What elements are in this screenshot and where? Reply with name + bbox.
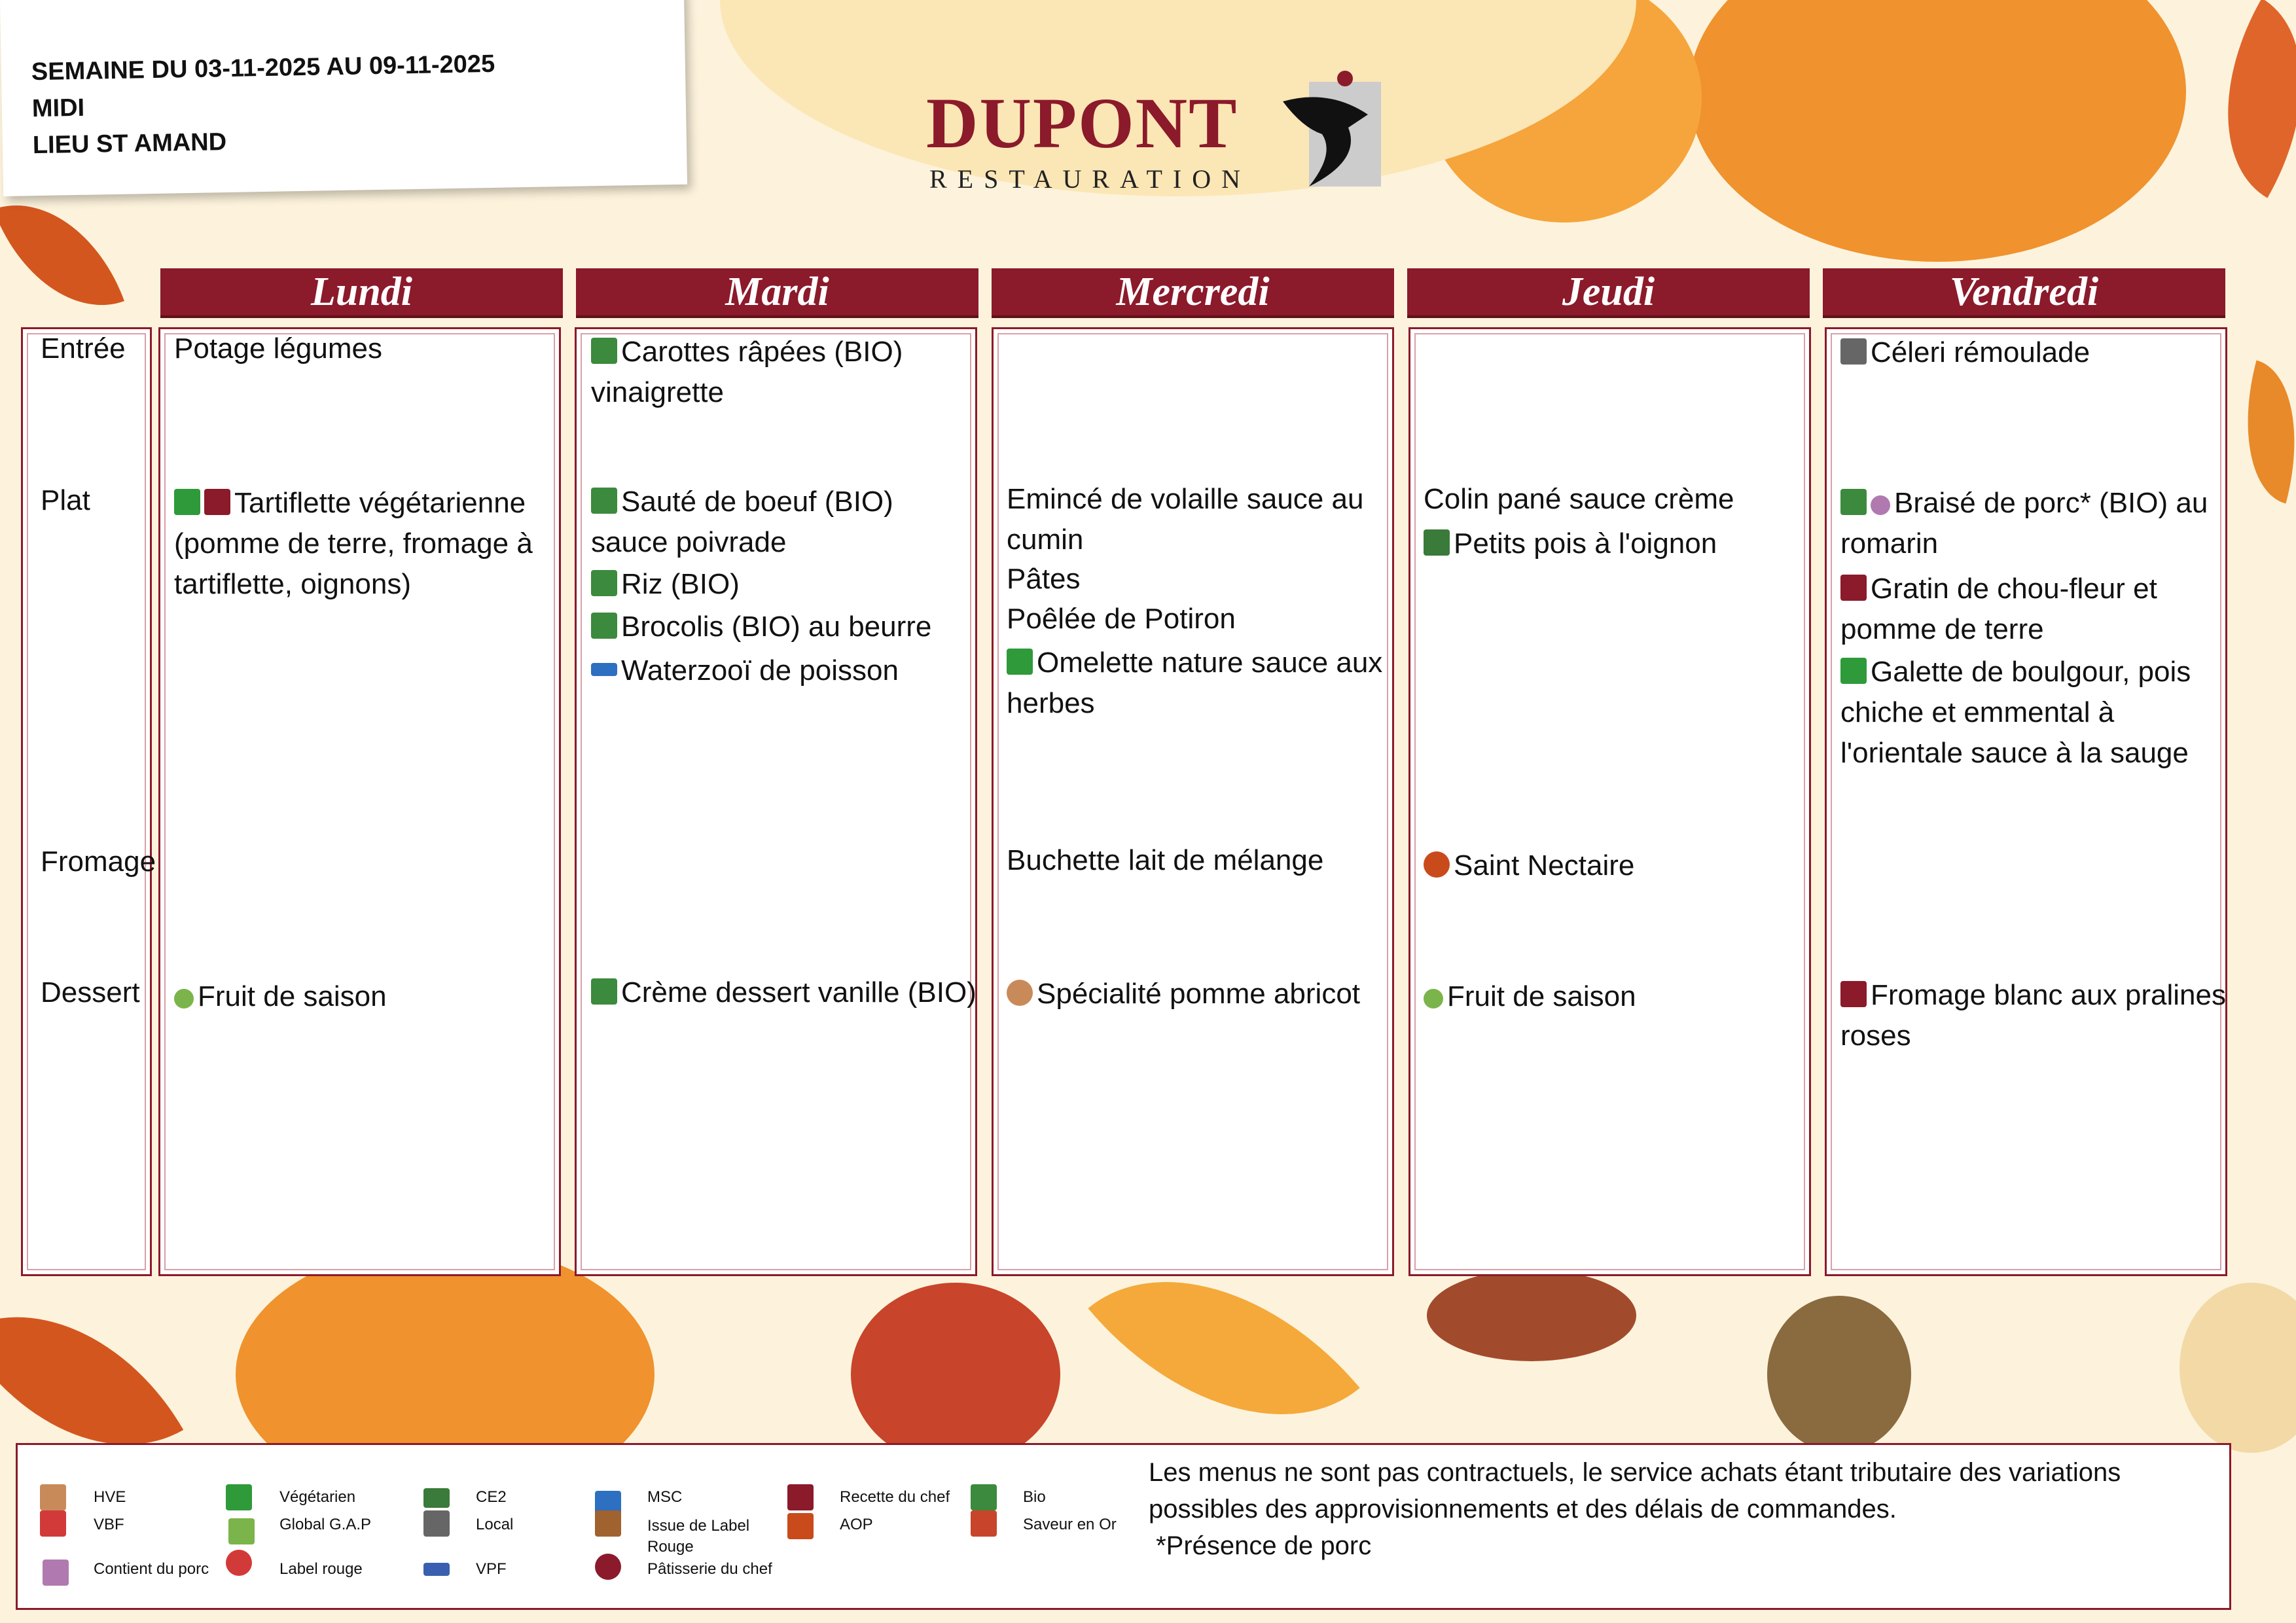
lundi-entree: Potage légumes [174,332,382,365]
week-range: SEMAINE DU 03-11-2025 AU 09-11-2025 [31,50,495,86]
mercredi-plat-4: Omelette nature sauce aux herbes [1007,647,1383,719]
vendredi-plat-1: Braisé de porc* (BIO) au romarin [1840,487,2208,560]
pork-icon [1871,495,1890,515]
day-header-mercredi: Mercredi [992,268,1394,315]
issue-label-rouge-icon [595,1510,621,1537]
pork-icon [43,1560,69,1586]
global-gap-icon [1424,989,1443,1008]
mercredi-plat-1: Emincé de volaille sauce au cumin [1007,483,1364,556]
bio-icon [591,570,617,596]
mardi-plat-2: Riz (BIO) [591,564,971,605]
menu-column-mercredi [992,327,1394,1276]
legend-vpf: VPF [476,1560,507,1578]
legend-porc: Contient du porc [94,1560,209,1578]
day-header-jeudi: Jeudi [1407,268,1810,315]
chef-recipe-icon [1840,981,1867,1007]
chef-recipe-icon [1840,575,1867,601]
leaf-decoration [2177,0,2296,198]
mardi-plat-3: Brocolis (BIO) au beurre [591,607,971,647]
legend-bio: Bio [1023,1488,1046,1506]
legend-msc: MSC [647,1488,683,1506]
menu-column-mardi [575,327,977,1276]
legend-local: Local [476,1516,514,1533]
lundi-plat: Tartiflette végétarienne (pomme de terre, fromage à tartiflette, oignons) [174,487,533,600]
bio-icon [591,613,617,639]
legend-vbf: VBF [94,1516,124,1533]
vegetarian-icon [174,489,200,515]
row-label-plat: Plat [41,484,90,516]
legend-aop: AOP [840,1516,873,1533]
legend-ce2: CE2 [476,1488,507,1506]
bio-icon [591,488,617,514]
jeudi-dessert: Fruit de saison [1424,976,1803,1017]
menu-column-lundi [158,327,561,1276]
legend-label-rouge: Label rouge [279,1560,363,1578]
day-header-vendredi: Vendredi [1823,268,2225,315]
menu-column-jeudi [1408,327,1811,1276]
label-rouge-icon [226,1550,252,1576]
hve-icon [40,1484,66,1510]
legend-recette-chef: Recette du chef [840,1488,950,1506]
mercredi-plat-2: Pâtes [1007,563,1081,595]
mushroom-decoration [1427,1270,1636,1361]
global-gap-icon [174,989,194,1008]
aop-icon [787,1513,814,1539]
pear-decoration [2179,1283,2296,1453]
msc-icon [591,663,617,676]
leaf-decoration [0,178,124,332]
chef-recipe-icon [204,489,230,515]
menu-column-vendredi [1825,327,2227,1276]
porc-note: *Présence de porc [1149,1531,1372,1560]
bio-icon [591,978,617,1005]
saveur-or-icon [971,1510,997,1537]
vegetarian-icon [226,1484,252,1510]
acorn-decoration [1767,1296,1911,1453]
jeudi-plat-2: Petits pois à l'oignon [1424,524,1803,564]
dupont-restauration-logo [926,62,1384,206]
jeudi-fromage: Saint Nectaire [1424,846,1803,886]
pumpkin-decoration-top [1689,0,2186,262]
legend-hve: HVE [94,1488,126,1506]
vbf-icon [40,1510,66,1537]
legend-patisserie: Pâtisserie du chef [647,1560,772,1578]
mardi-plat-4: Waterzooï de poisson [591,651,971,691]
ce2-icon [1424,529,1450,556]
mardi-dessert: Crème dessert vanille (BIO) [591,972,997,1013]
global-gap-icon [228,1518,255,1544]
chef-recipe-icon [787,1484,814,1510]
location-label: LIEU ST AMAND [32,128,227,160]
row-label-entree: Entrée [41,332,126,365]
apple-decoration [851,1283,1060,1466]
logo-subtitle: RESTAURATION [929,164,1251,194]
bio-icon [1840,489,1867,515]
legend-saveur-or: Saveur en Or [1023,1516,1117,1533]
day-header-lundi: Lundi [160,268,563,315]
mardi-entree: Carottes râpées (BIO) vinaigrette [591,336,903,408]
vpf-icon [423,1563,450,1576]
runner-icon [1270,62,1388,193]
vendredi-dessert: Fromage blanc aux pralines roses [1840,979,2226,1052]
legend-vegetarien: Végétarien [279,1488,356,1506]
ce2-icon [423,1488,450,1508]
patisserie-icon [1007,980,1033,1006]
week-info-card [0,0,687,196]
day-header-mardi: Mardi [576,268,978,315]
legend-issue-label-rouge: Issue de Label Rouge [647,1517,750,1556]
patisserie-icon [595,1554,621,1580]
logo-brand: DUPONT [926,83,1238,163]
course-label-column [21,327,152,1276]
vendredi-plat-2: Gratin de chou-fleur et pomme de terre [1840,573,2157,645]
mercredi-fromage: Buchette lait de mélange [1007,844,1324,876]
vegetarian-icon [1840,658,1867,684]
aop-icon [1424,851,1450,878]
legend-gap: Global G.A.P [279,1516,372,1533]
bio-icon [591,338,617,364]
row-label-fromage: Fromage [41,846,156,878]
row-label-dessert: Dessert [41,976,140,1008]
mardi-plat-1: Sauté de boeuf (BIO) sauce poivrade [591,486,893,558]
mercredi-plat-3: Poêlée de Potiron [1007,603,1236,635]
disclaimer-text: Les menus ne sont pas contractuels, le service achats étant tributaire des variations possibles des approvisionnements et des délais de commandes. [1149,1458,2121,1524]
disclaimer [1149,1454,2209,1564]
vegetarian-icon [1007,649,1033,675]
legend-panel [16,1443,2231,1610]
service-label: MIDI [31,94,85,123]
vendredi-entree: Céleri rémoulade [1840,332,2227,373]
leaf-decoration [2223,360,2296,503]
vendredi-plat-3: Galette de boulgour, pois chiche et emmental à l'orientale sauce à la sauge [1840,656,2191,769]
lundi-dessert: Fruit de saison [174,976,554,1017]
bio-icon [971,1484,997,1510]
local-icon [1840,338,1867,365]
mercredi-dessert: Spécialité pomme abricot [1007,974,1393,1014]
local-icon [423,1510,450,1537]
jeudi-plat-1: Colin pané sauce crème [1424,483,1734,515]
